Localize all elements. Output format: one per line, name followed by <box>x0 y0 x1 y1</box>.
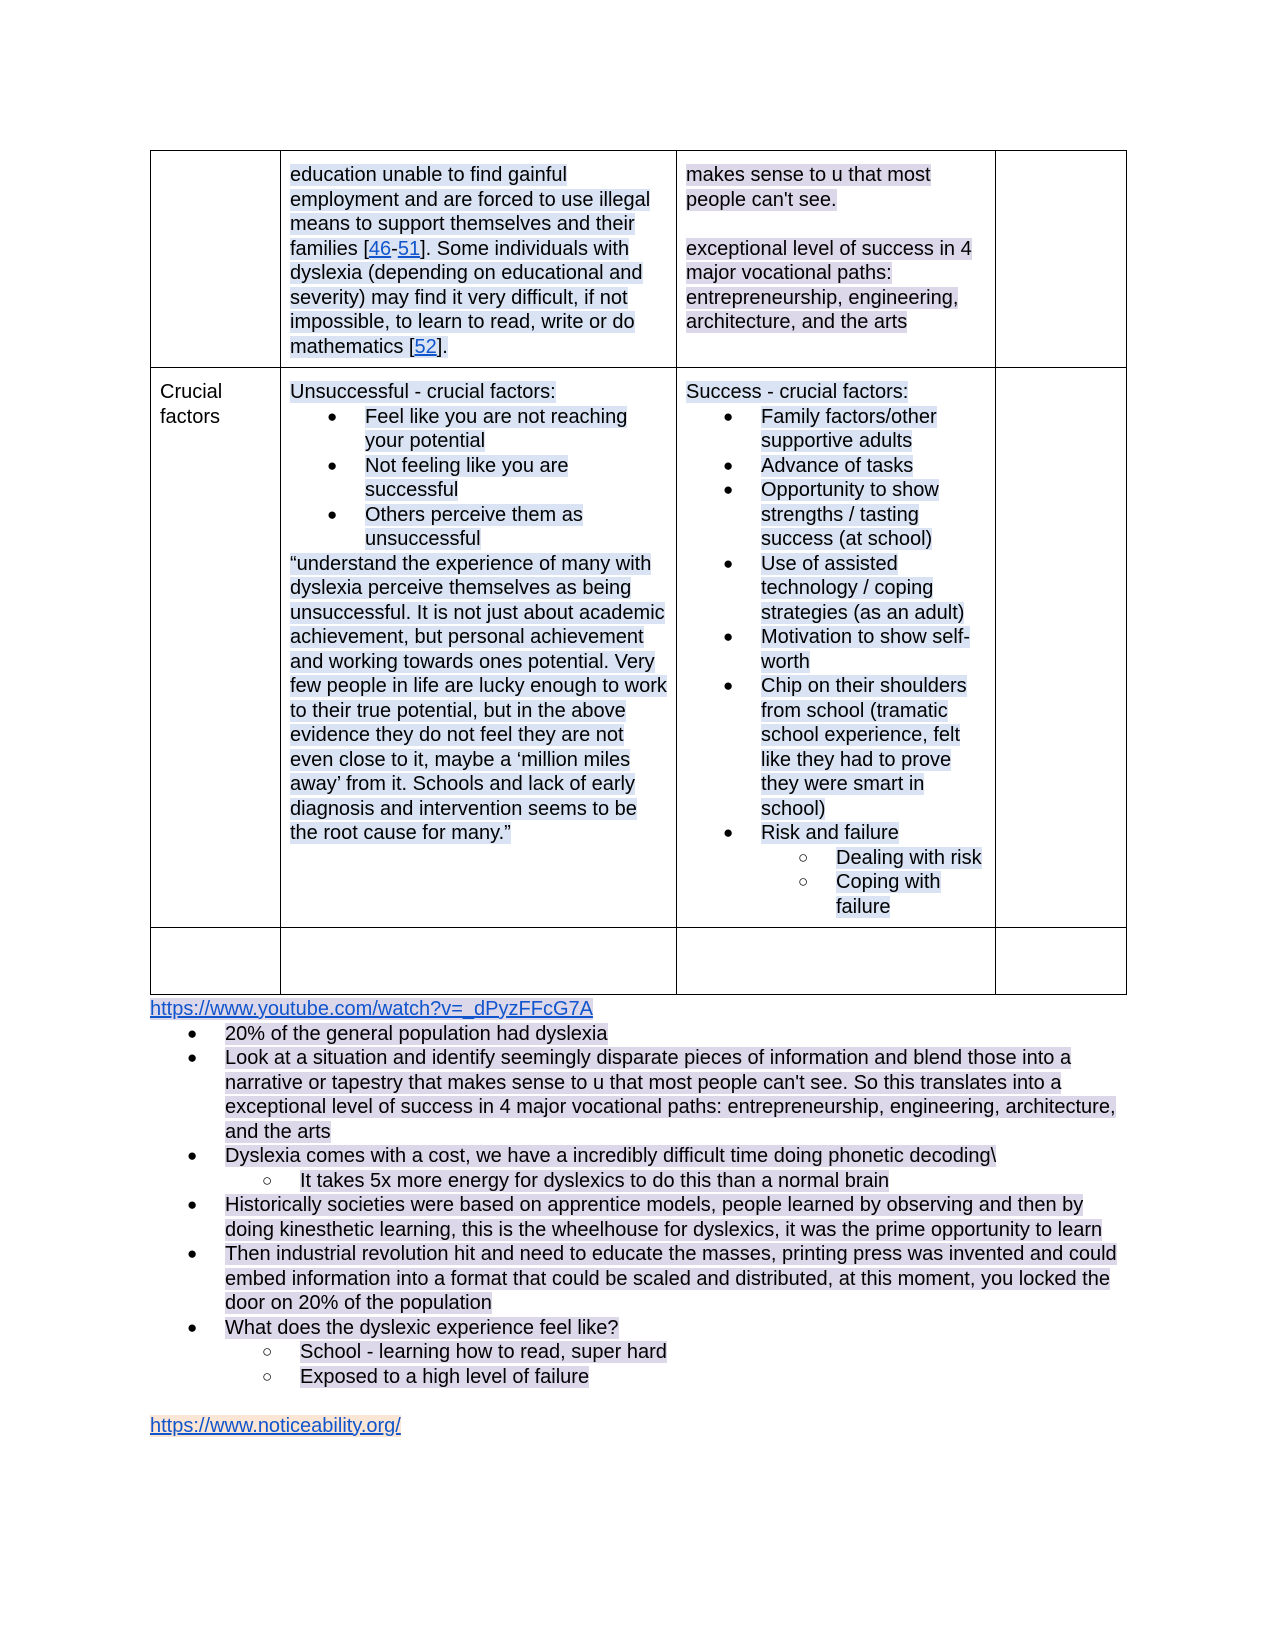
table-cell-success-factors <box>677 368 996 928</box>
list-item: ● What does the dyslexic experience feel like? ○ School - learning how to read, super hard ○ Exposed to a high level of failure <box>150 1316 1130 1390</box>
list-item: ● Opportunity to show strengths / tasting success (at school) <box>686 478 986 552</box>
table-cell-label <box>151 151 281 368</box>
employment-paragraph <box>290 163 667 359</box>
list-item: ● Others perceive them as unsuccessful <box>290 503 667 552</box>
table-cell-empty <box>996 928 1127 995</box>
table-cell-empty <box>996 151 1127 368</box>
list-item: ● Historically societies were based on apprentice models, people learned by observing and then by doing kinesthetic learning, this is the wheelhouse for dyslexics, it was the prime opportunity to learn <box>150 1193 1130 1242</box>
success-paragraph-2: exceptional level of success in 4 major vocational paths: entrepreneurship, engineering, architecture, and the arts <box>686 237 972 333</box>
success-heading: Success - crucial factors: <box>686 381 909 403</box>
dyslexia-difficulty-text: ]. Some individuals with dyslexia (depending on educational and severity) may find it very difficult, if not impossible, to learn to read, write or do mathematics [ <box>290 237 643 358</box>
reference-link-51[interactable]: 51 <box>397 237 421 260</box>
reference-close-text: ]. <box>436 335 448 358</box>
list-item: ○ Exposed to a high level of failure <box>150 1365 1130 1390</box>
employment-text: education unable to find gainful employment and are forced to use illegal means to support themselves and their families [ <box>290 164 651 260</box>
crucial-factors-label: Crucial factors <box>160 381 223 428</box>
cost-sublist <box>150 1169 1130 1194</box>
list-item: ● Family factors/other supportive adults <box>686 405 986 454</box>
unsuccessful-quote: “understand the experience of many with dyslexia perceive themselves as being unsuccessful. It is not just about academic achievement, but personal achievement and working towards ones potential. Very few people in life are lucky enough to work to their true potential, but in the above evidence they do not feel they are not even close to it, maybe a ‘million miles away’ from it. Schools and lack of early diagnosis and intervention seems to be the root cause for many.” <box>290 552 667 844</box>
list-item: ● Use of assisted technology / coping strategies (as an adult) <box>686 552 986 626</box>
table-row <box>151 928 1127 995</box>
unsuccessful-list <box>290 405 667 552</box>
experience-sublist <box>150 1340 1130 1389</box>
table-row <box>151 368 1127 928</box>
list-item: ● Advance of tasks <box>686 454 986 479</box>
reference-link-52[interactable]: 52 <box>414 335 437 358</box>
table-cell-unsuccessful-outcomes <box>281 151 677 368</box>
list-item: ● Then industrial revolution hit and need to educate the masses, printing press was invented and could embed information into a format that could be scaled and distributed, at this moment, you locked the door on 20% of the population <box>150 1242 1130 1316</box>
list-item: ● Risk and failure ○ Dealing with risk ○ Coping with failure <box>686 821 986 919</box>
table-cell-empty <box>996 368 1127 928</box>
notes-section <box>150 997 1130 1438</box>
list-item: ○ Dealing with risk <box>686 846 986 871</box>
list-item: ● Dyslexia comes with a cost, we have a incredibly difficult time doing phonetic decoding\ ○ It takes 5x more energy for dyslexics to do this than a normal brain <box>150 1144 1130 1193</box>
list-item: ○ It takes 5x more energy for dyslexics to do this than a normal brain <box>150 1169 1130 1194</box>
list-item: ○ Coping with failure <box>686 870 986 919</box>
reference-dash: - <box>391 237 398 260</box>
notes-list <box>150 1022 1130 1390</box>
list-item: ○ School - learning how to read, super hard <box>150 1340 1130 1365</box>
noticeability-link-line <box>150 1414 1130 1439</box>
table-cell-empty <box>281 928 677 995</box>
list-item: ● Chip on their shoulders from school (tramatic school experience, felt like they had to prove they were smart in school) <box>686 674 986 821</box>
list-item: ● Feel like you are not reaching your potential <box>290 405 667 454</box>
success-list <box>686 405 986 920</box>
list-item: ● Look at a situation and identify seemingly disparate pieces of information and blend those into a narrative or tapestry that makes sense to u that most people can't see. So this translates into a exceptional level of success in 4 major vocational paths: entrepreneurship, engineering, architecture, and the arts <box>150 1046 1130 1144</box>
success-paragraph-1: makes sense to u that most people can't see. <box>686 164 931 211</box>
list-item: ● Motivation to show self-worth <box>686 625 986 674</box>
table-cell-label <box>151 368 281 928</box>
unsuccessful-heading: Unsuccessful - crucial factors: <box>290 381 556 403</box>
youtube-link[interactable]: https://www.youtube.com/watch?v=_dPyzFFcG7A <box>150 998 593 1020</box>
list-item: ● 20% of the general population had dyslexia <box>150 1022 1130 1047</box>
noticeability-link[interactable]: https://www.noticeability.org/ <box>150 1414 401 1437</box>
table-cell-empty <box>677 928 996 995</box>
reference-link-46[interactable]: 46 <box>368 237 392 260</box>
list-item: ● Not feeling like you are successful <box>290 454 667 503</box>
table-row <box>151 151 1127 368</box>
table-cell-success-outcomes <box>677 151 996 368</box>
youtube-link-line <box>150 997 1130 1022</box>
table-cell-empty <box>151 928 281 995</box>
notes-table <box>150 150 1127 995</box>
table-cell-unsuccessful-factors <box>281 368 677 928</box>
risk-sublist <box>686 846 986 920</box>
